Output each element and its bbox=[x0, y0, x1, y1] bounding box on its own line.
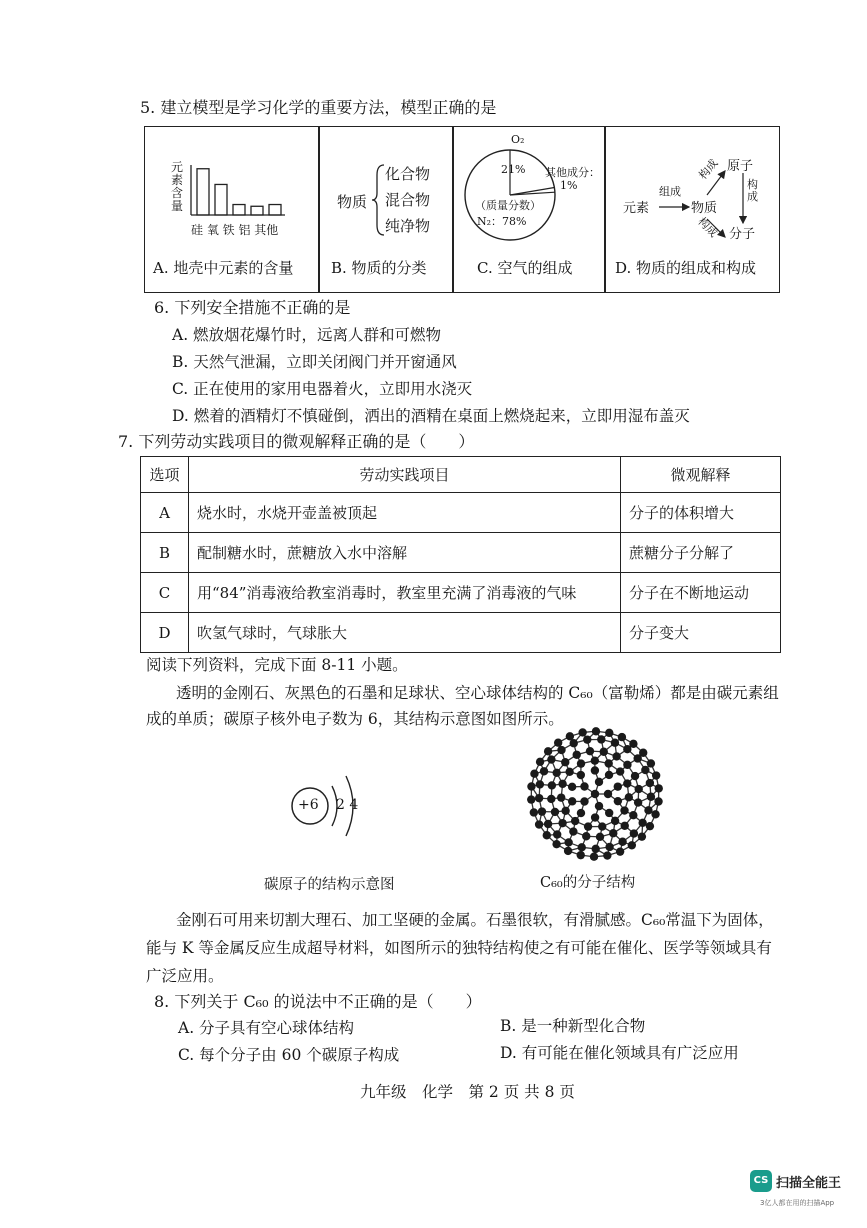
carbon-atom bbox=[577, 759, 585, 767]
carbon-atom bbox=[578, 843, 586, 851]
q5a-ylabel: 元 素 含 量 bbox=[171, 160, 184, 213]
carbon-atom bbox=[629, 811, 637, 819]
carbon-atom-diagram bbox=[282, 770, 372, 842]
carbon-atom bbox=[547, 795, 555, 803]
watermark-tagline: 3亿人都在用的扫描App bbox=[760, 1199, 835, 1207]
carbon-atom bbox=[577, 851, 585, 859]
carbon-atom bbox=[597, 735, 605, 743]
carbon-atom bbox=[616, 767, 624, 775]
carbon-atom bbox=[535, 794, 543, 802]
carbon-atom bbox=[561, 758, 569, 766]
carbon-atom bbox=[655, 784, 663, 792]
c60-diagram-caption: C₆₀的分子结构 bbox=[540, 875, 636, 891]
q5b-item: 混合物 bbox=[385, 191, 431, 209]
carbon-atom bbox=[554, 739, 562, 747]
q5c-caption: C. 空气的组成 bbox=[477, 259, 573, 277]
carbon-atom bbox=[558, 819, 566, 827]
carbon-atom bbox=[603, 851, 611, 859]
q5d-molecule: 分子 bbox=[729, 227, 756, 242]
q5-stem: 5. 建立模型是学习化学的重要方法，模型正确的是 bbox=[140, 98, 497, 117]
table-cell: D bbox=[141, 613, 189, 653]
q5b-item: 化合物 bbox=[385, 165, 431, 183]
carbon-atom bbox=[547, 755, 555, 763]
table-cell: A bbox=[141, 493, 189, 533]
carbon-atom bbox=[583, 735, 591, 743]
carbon-atom bbox=[552, 769, 560, 777]
carbon-atom bbox=[535, 820, 543, 828]
carbon-atom bbox=[612, 752, 620, 760]
carbon-atom bbox=[544, 820, 552, 828]
q5a-caption: A. 地壳中元素的含量 bbox=[153, 259, 294, 277]
carbon-atom bbox=[646, 822, 654, 830]
q5c-other-percent: 1% bbox=[560, 179, 578, 192]
carbon-atom bbox=[558, 780, 566, 788]
q5a-bar-chart bbox=[189, 163, 289, 219]
c60-molecule-diagram bbox=[524, 727, 666, 861]
carbon-atom bbox=[565, 768, 573, 776]
watermark-name: 扫描全能王 bbox=[776, 1176, 842, 1191]
carbon-atom bbox=[621, 822, 629, 830]
table-cell: 分子变大 bbox=[621, 613, 781, 653]
carbon-atom bbox=[553, 830, 561, 838]
table-cell: 配制糖水时，蔗糖放入水中溶解 bbox=[189, 533, 621, 573]
carbon-diagram-caption: 碳原子的结构示意图 bbox=[264, 877, 395, 893]
carbon-atom bbox=[629, 740, 637, 748]
carbon-atom bbox=[569, 827, 577, 835]
reading-paragraph-2-line-3: 广泛应用。 bbox=[146, 967, 224, 985]
carbon-atom bbox=[598, 822, 606, 830]
q8-option-a: A. 分子具有空心球体结构 bbox=[178, 1019, 355, 1037]
table-cell: C bbox=[141, 573, 189, 613]
carbon-atom bbox=[536, 780, 544, 788]
q5d-caption: D. 物质的组成和构成 bbox=[615, 259, 757, 277]
carbon-atom bbox=[592, 727, 600, 735]
carbon-atom bbox=[614, 782, 622, 790]
q5d-goucheng-lower: 构成 bbox=[695, 214, 721, 240]
carbon-atom bbox=[591, 756, 599, 764]
carbon-atom bbox=[530, 770, 538, 778]
reading-paragraph-1-line-2: 成的单质；碳原子核外电子数为 6，其结构示意图如图所示。 bbox=[146, 710, 564, 728]
carbon-atom bbox=[538, 807, 546, 815]
carbon-atom bbox=[647, 759, 655, 767]
table-cell: 烧水时，水烧开壶盖被顶起 bbox=[189, 493, 621, 533]
q5a-xlabels: 硅 氧 铁 铝 其他 bbox=[191, 223, 279, 237]
q8-option-b: B. 是一种新型化合物 bbox=[500, 1017, 646, 1035]
carbon-atom bbox=[552, 840, 560, 848]
carbon-atom bbox=[614, 797, 622, 805]
table-header-cell: 选项 bbox=[141, 457, 189, 493]
q6-option-a: A. 燃放烟花爆竹时，远离人群和可燃物 bbox=[172, 326, 442, 344]
carbon-atom bbox=[568, 783, 576, 791]
table-cell: 吹氢气球时，气球胀大 bbox=[189, 613, 621, 653]
carbon-atom bbox=[577, 771, 585, 779]
q5b-item: 纯净物 bbox=[385, 217, 431, 235]
carbon-atom bbox=[639, 749, 647, 757]
carbon-atom bbox=[578, 728, 586, 736]
carbon-atom bbox=[652, 771, 660, 779]
carbon-atom bbox=[544, 747, 552, 755]
carbon-atom bbox=[611, 817, 619, 825]
q7-stem: 7. 下列劳动实践项目的微观解释正确的是（ ） bbox=[118, 432, 475, 451]
q5d-goucheng-right: 构成 bbox=[747, 178, 758, 203]
carbon-atom bbox=[625, 793, 633, 801]
table-header-row bbox=[141, 457, 781, 493]
reading-intro: 阅读下列资料，完成下面 8-11 小题。 bbox=[146, 656, 408, 674]
q5-model-panel bbox=[144, 126, 780, 293]
carbon-atom bbox=[595, 778, 603, 786]
table-cell: 分子的体积增大 bbox=[621, 493, 781, 533]
carbon-atom bbox=[623, 761, 631, 769]
carbon-atom bbox=[564, 838, 572, 846]
carbon-nucleus-label: +6 bbox=[298, 797, 319, 813]
carbon-atom bbox=[577, 809, 585, 817]
carbon-atom bbox=[616, 847, 624, 855]
q6-option-b: B. 天然气泄漏，立即关闭阀门并开窗通风 bbox=[172, 353, 457, 371]
carbon-atom bbox=[586, 747, 594, 755]
table-cell: 蔗糖分子分解了 bbox=[621, 533, 781, 573]
carbon-atom bbox=[527, 795, 535, 803]
q5c-o2-label: O₂ bbox=[511, 133, 525, 146]
carbon-atom bbox=[611, 739, 619, 747]
carbon-atom bbox=[551, 808, 559, 816]
table-cell: 分子在不断地运动 bbox=[621, 573, 781, 613]
carbon-atom bbox=[543, 831, 551, 839]
carbon-atom bbox=[646, 779, 654, 787]
carbon-atom bbox=[591, 766, 599, 774]
carbon-atom bbox=[634, 798, 642, 806]
q5d-element: 元素 bbox=[623, 201, 650, 216]
carbon-atom bbox=[605, 809, 613, 817]
bar-其他 bbox=[269, 205, 281, 215]
carbon-atom bbox=[600, 748, 608, 756]
carbon-atom bbox=[548, 781, 556, 789]
carbon-atom bbox=[590, 853, 598, 861]
q6-stem: 6. 下列安全措施不正确的是 bbox=[154, 298, 351, 317]
carbon-atom bbox=[580, 797, 588, 805]
q5c-other-label: 其他成分： bbox=[545, 166, 600, 179]
reading-paragraph-2-line-2: 能与 K 等金属反应生成超导材料，如图所示的独特结构使之有可能在催化、医学等领域具有 bbox=[146, 939, 772, 957]
carbon-atom bbox=[561, 807, 569, 815]
carbon-atom bbox=[584, 822, 592, 830]
carbon-atom bbox=[620, 806, 628, 814]
q5b-root: 物质 bbox=[337, 193, 368, 211]
reading-paragraph-2-line-1: 金刚石可用来切割大理石、加工坚硬的金属。石墨很软，有滑腻感。C₆₀常温下为固体， bbox=[176, 911, 774, 929]
carbon-atom bbox=[609, 829, 617, 837]
carbon-atom bbox=[630, 829, 638, 837]
carbon-atom bbox=[573, 751, 581, 759]
carbon-atom bbox=[641, 766, 649, 774]
carbon-atom bbox=[564, 847, 572, 855]
page-footer: 九年级 化学 第 2 页 共 8 页 bbox=[360, 1083, 575, 1101]
q5c-basis: （质量分数） bbox=[475, 199, 541, 212]
q8-stem: 8. 下列关于 C₆₀ 的说法中不正确的是（ ） bbox=[154, 992, 482, 1011]
carbon-atom bbox=[591, 813, 599, 821]
camscanner-logo-icon: CS bbox=[750, 1170, 772, 1192]
carbon-atom bbox=[540, 767, 548, 775]
carbon-shell-electrons: 2 4 bbox=[336, 797, 359, 813]
q5d-goucheng-upper: 构成 bbox=[696, 156, 721, 182]
carbon-atom bbox=[638, 819, 646, 827]
q5c-n2-label: N₂：78% bbox=[477, 215, 527, 228]
q5d-zucheng-label: 组成 bbox=[659, 185, 681, 198]
carbon-atom bbox=[571, 817, 579, 825]
table-cell: B bbox=[141, 533, 189, 573]
carbon-atom bbox=[631, 772, 639, 780]
carbon-atom bbox=[604, 790, 612, 798]
carbon-atom bbox=[618, 838, 626, 846]
bar-硅 bbox=[197, 169, 209, 215]
q8-option-d: D. 有可能在催化领域具有广泛应用 bbox=[500, 1044, 739, 1062]
carbon-atom bbox=[596, 833, 604, 841]
bar-氧 bbox=[215, 184, 227, 215]
carbon-atom bbox=[527, 782, 535, 790]
bar-铝 bbox=[251, 206, 263, 215]
carbon-atom bbox=[580, 782, 588, 790]
carbon-atom bbox=[628, 841, 636, 849]
q6-option-c: C. 正在使用的家用电器着火，立即用水浇灭 bbox=[172, 380, 473, 398]
carbon-atom bbox=[604, 759, 612, 767]
carbon-atom bbox=[592, 845, 600, 853]
table-header-cell: 劳动实践项目 bbox=[189, 457, 621, 493]
carbon-atom bbox=[566, 732, 574, 740]
carbon-atom bbox=[605, 843, 613, 851]
q5d-atom: 原子 bbox=[727, 159, 754, 174]
table-header-cell: 微观解释 bbox=[621, 457, 781, 493]
table-row bbox=[141, 613, 781, 653]
carbon-atom bbox=[557, 746, 565, 754]
carbon-atom bbox=[568, 797, 576, 805]
table-row bbox=[141, 573, 781, 613]
q5c-o2-percent: 21% bbox=[501, 163, 526, 176]
carbon-atom bbox=[647, 793, 655, 801]
carbon-atom bbox=[644, 806, 652, 814]
q5d-substance: 物质 bbox=[691, 201, 718, 216]
q6-option-d: D. 燃着的酒精灯不慎碰倒，洒出的酒精在桌面上燃烧起来，立即用湿布盖灭 bbox=[172, 407, 690, 425]
carbon-atom bbox=[618, 733, 626, 741]
q5c-pie-chart bbox=[460, 145, 560, 245]
carbon-atom bbox=[605, 771, 613, 779]
carbon-atom bbox=[638, 832, 646, 840]
carbon-atom bbox=[591, 790, 599, 798]
carbon-atom bbox=[536, 758, 544, 766]
carbon-atom bbox=[623, 779, 631, 787]
q7-table bbox=[140, 456, 781, 653]
table-row bbox=[141, 533, 781, 573]
carbon-atom bbox=[635, 785, 643, 793]
table-cell: 用“84”消毒液给教室消毒时，教室里充满了消毒液的气味 bbox=[189, 573, 621, 613]
bar-铁 bbox=[233, 205, 245, 215]
carbon-atom bbox=[595, 802, 603, 810]
q5b-items bbox=[385, 161, 430, 239]
reading-paragraph-1-line-1: 透明的金刚石、灰黑色的石墨和足球状、空心球体结构的 C₆₀（富勒烯）都是由碳元素组 bbox=[176, 684, 779, 702]
table-row bbox=[141, 493, 781, 533]
q8-option-c: C. 每个分子由 60 个碳原子构成 bbox=[178, 1046, 400, 1064]
carbon-atom bbox=[605, 729, 613, 737]
carbon-atom bbox=[557, 793, 565, 801]
carbon-atom bbox=[530, 808, 538, 816]
carbon-atom bbox=[582, 832, 590, 840]
q5b-caption: B. 物质的分类 bbox=[331, 259, 427, 277]
carbon-atom bbox=[654, 797, 662, 805]
carbon-atom bbox=[651, 810, 659, 818]
